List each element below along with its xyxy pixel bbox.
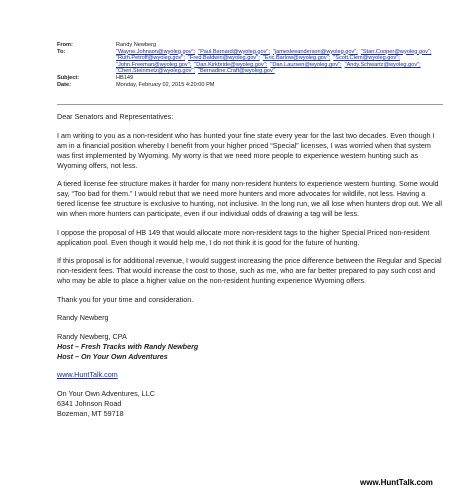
site-watermark: www.HuntTalk.com <box>360 478 433 487</box>
recipient-email-link[interactable]: "Stan.Cooper@wyoleg.gov"; <box>360 48 432 55</box>
from-label: From: <box>57 42 73 48</box>
closing-name: Randy Newberg <box>57 313 109 322</box>
subject-label: Subject: <box>57 74 80 81</box>
recipient-email-link[interactable]: "Wayne.Johnson@wyoleg.gov"; <box>116 48 196 55</box>
email-body <box>57 112 443 419</box>
signature-host-line-1: Host – Fresh Tracks with Randy Newberg <box>57 341 199 351</box>
recipient-email-link[interactable]: "Dan.Kirkbride@wyoleg.gov"; <box>194 61 268 68</box>
company-name: On Your Own Adventures, LLC <box>57 388 155 398</box>
recipient-email-link[interactable]: "Cheri.Steinmetz@wyoleg.gov"; <box>116 68 195 75</box>
subject-value: HB149 <box>116 74 134 81</box>
paragraph-1: I am writing to you as a non-resident who has hunted your fine state every year for the last two decades. Even though I am in a financial position whereby I benefit from your higher priced “Special” licenses, I was worried when that system was first implemented by Wyoming. My worry is that we need more people to experience western hunting such as Wyoming offers, not less. <box>57 130 435 170</box>
signature-website-link[interactable]: www.HuntTalk.com <box>57 370 118 379</box>
greeting: Dear Senators and Representatives: <box>57 112 174 121</box>
recipient-email-link[interactable]: "Bernadine.Craft@wyoleg.gov" <box>197 68 275 75</box>
paragraph-2: A tiered license fee structure makes it harder for many non-resident hunters to experience western hunting. Some would say, “Too bad for them.” I would rebut that we need more hunters and more advocates for wildlife, not less. Having a tiered license fee structure is exclusive to hunting, not inclusive. In the long run, we all lose when hunters drop out. We all win when more hunters can participate, even if our individual odds of drawing a tag will be less. <box>57 179 443 218</box>
paragraph-5: Thank you for your time and consideration. <box>57 294 194 304</box>
header-divider <box>57 104 443 105</box>
recipient-email-link[interactable]: "Paul.Barnard@wyoleg.gov"; <box>198 48 270 55</box>
to-label: To: <box>57 48 66 55</box>
signature-host-line-2: Host – On Your Own Adventures <box>57 351 168 361</box>
date-value: Monday, February 02, 2015 4:20:00 PM <box>116 81 215 88</box>
recipient-email-link[interactable]: "Fred.Baldwin@wyoleg.gov"; <box>187 55 260 62</box>
recipient-email-link[interactable]: "jamesleeanderson@wyoleg.gov"; <box>272 48 358 55</box>
date-row <box>57 82 443 89</box>
paragraph-4: If this proposal is for additional revenue, I would suggest increasing the price difference between the Regular and Special non-resident fees. That would increase the cost to those, such as me, who are far better prepared to pay such cost and who may be able to place a higher value on the non-resident hunting experience Wyoming offers. <box>57 256 442 285</box>
recipient-email-link[interactable]: "Andy.Schwartz@wyoleg.gov"; <box>344 61 421 68</box>
address-line-1: 6341 Johnson Road <box>57 398 122 408</box>
recipient-email-link[interactable]: "Eric.Barlow@wyoleg.gov"; <box>262 55 331 62</box>
recipient-email-link[interactable]: "Scott.Clem@wyoleg.gov"; <box>333 55 400 62</box>
email-header <box>57 42 443 88</box>
recipient-email-link[interactable]: "Dan.Laursen@wyoleg.gov"; <box>270 61 342 68</box>
recipient-email-link[interactable]: "John.Freeman@wyoleg.gov"; <box>116 61 192 68</box>
date-label: Date: <box>57 81 71 88</box>
subject-row <box>57 75 443 82</box>
to-row <box>57 49 443 75</box>
from-value: Randy Newberg <box>116 42 157 48</box>
paragraph-3: I oppose the proposal of HB 149 that would allocate more non-resident tags to the higher Special Priced non-resident application pool. Even though it would help me, I do not think it is good for the future of hunting. <box>57 227 430 247</box>
recipient-list <box>116 49 443 75</box>
address-line-2: Bozeman, MT 59718 <box>57 408 124 418</box>
signature-block <box>57 332 443 419</box>
signature-name: Randy Newberg, CPA <box>57 331 127 341</box>
from-row <box>57 42 443 49</box>
recipient-email-link[interactable]: "Ruth.Petroff@wyoleg.gov"; <box>116 55 185 62</box>
